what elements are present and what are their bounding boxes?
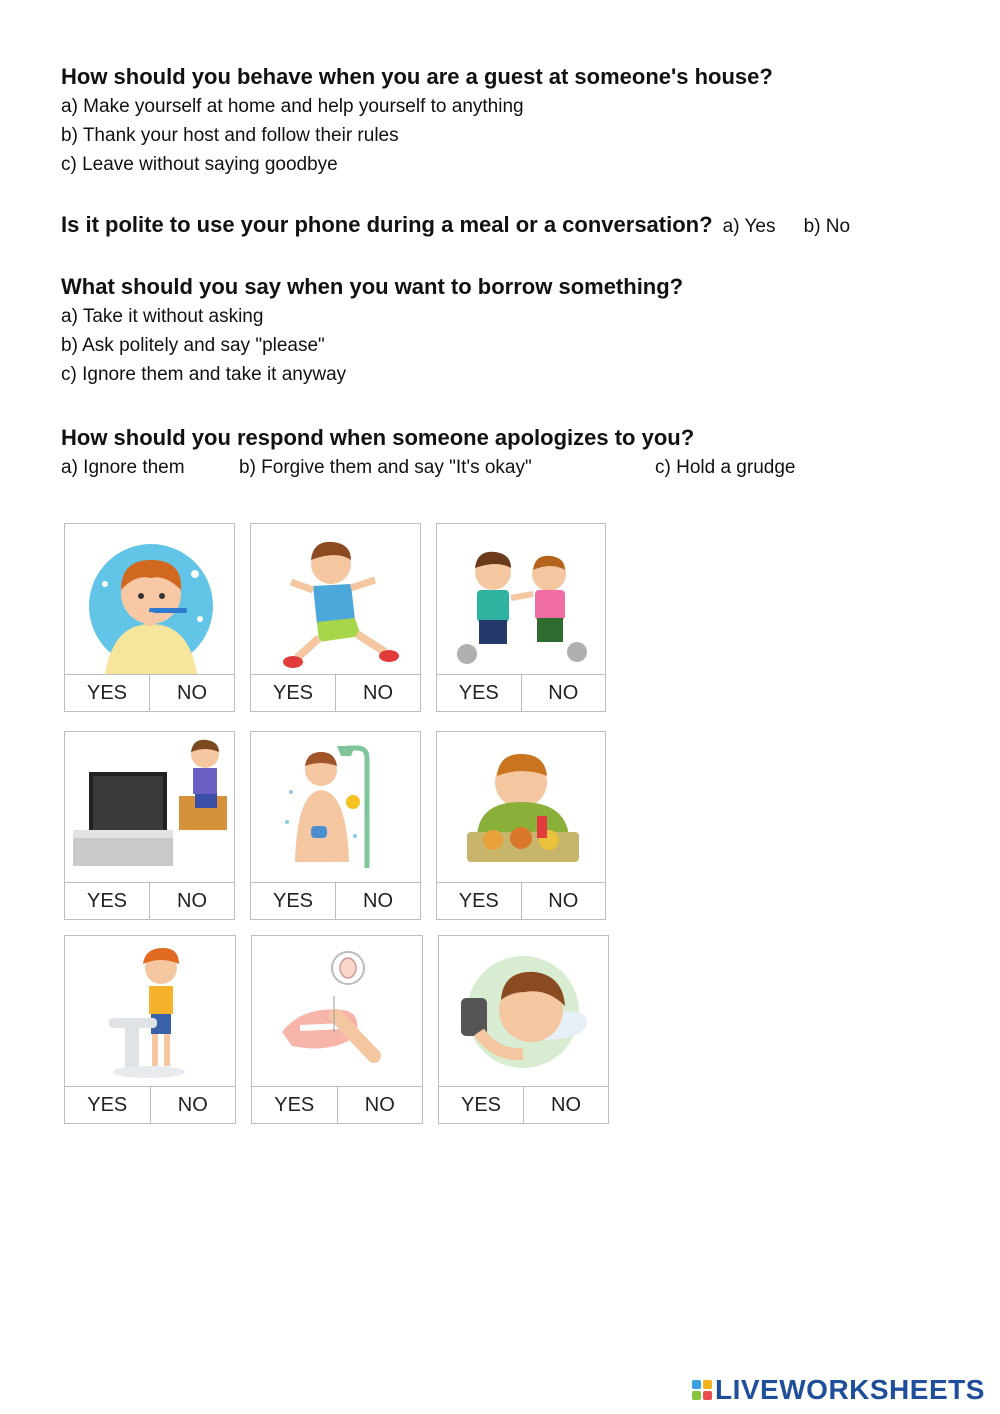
card-brushing-teeth xyxy=(64,523,235,712)
option-b[interactable]: b) Thank your host and follow their rules xyxy=(61,125,399,146)
no-option[interactable]: NO xyxy=(177,1093,208,1116)
question-4 xyxy=(61,423,796,482)
no-option[interactable]: NO xyxy=(363,681,393,704)
yes-option[interactable]: YES xyxy=(251,675,336,711)
no-option[interactable]: NO xyxy=(548,889,579,912)
no-option[interactable]: NO xyxy=(363,889,393,912)
card-running xyxy=(250,523,421,712)
no-option[interactable]: NO xyxy=(551,1093,581,1116)
boy-washing-hands-illustration xyxy=(65,936,235,1086)
no-option[interactable]: NO xyxy=(177,889,207,912)
yes-option[interactable]: YES xyxy=(65,883,150,919)
question-title: What should you say when you want to borrow something? xyxy=(61,274,684,299)
boy-showering-illustration xyxy=(251,732,420,882)
question-title: Is it polite to use your phone during a meal or a conversation? xyxy=(61,212,713,237)
option-a[interactable]: a) Take it without asking xyxy=(61,306,264,327)
boy-running-illustration xyxy=(251,524,420,674)
yes-option[interactable]: YES xyxy=(65,1087,151,1123)
option-c[interactable]: c) Hold a grudge xyxy=(655,457,796,478)
option-b[interactable]: b) No xyxy=(803,216,851,237)
card-washing-hands xyxy=(64,935,236,1124)
option-b[interactable]: b) Forgive them and say "It's okay" xyxy=(239,457,532,478)
option-c[interactable]: c) Ignore them and take it anyway xyxy=(61,364,347,385)
yes-option[interactable]: YES xyxy=(252,1087,338,1123)
yes-option[interactable]: YES xyxy=(437,675,522,711)
logo-grid-icon xyxy=(692,1380,712,1400)
boy-phone-in-bed-illustration xyxy=(439,936,608,1086)
boy-eating-junk-food-illustration xyxy=(437,732,605,882)
question-1 xyxy=(61,62,773,179)
question-title: How should you respond when someone apologizes to you? xyxy=(61,425,695,450)
yes-option[interactable]: YES xyxy=(65,675,150,711)
liveworksheets-logo xyxy=(692,1372,985,1408)
option-a[interactable]: a) Ignore them xyxy=(61,457,185,478)
card-shower xyxy=(250,731,421,920)
boy-brushing-teeth-illustration xyxy=(65,524,234,674)
option-a[interactable]: a) Yes xyxy=(722,216,776,237)
option-c[interactable]: c) Leave without saying goodbye xyxy=(61,154,338,175)
card-phone-in-bed xyxy=(438,935,609,1124)
flossing-teeth-illustration xyxy=(252,936,422,1086)
yes-option[interactable]: YES xyxy=(251,883,336,919)
logo-text: LIVEWORKSHEETS xyxy=(715,1374,985,1405)
card-junk-food xyxy=(436,731,606,920)
option-b[interactable]: b) Ask politely and say "please" xyxy=(61,335,325,356)
card-fighting xyxy=(436,523,606,712)
option-a[interactable]: a) Make yourself at home and help yourself to anything xyxy=(61,96,524,117)
question-title: How should you behave when you are a guest at someone's house? xyxy=(61,64,773,89)
yes-option[interactable]: YES xyxy=(439,1087,524,1123)
card-watching-tv xyxy=(64,731,235,920)
card-flossing xyxy=(251,935,423,1124)
boy-watching-tv-illustration xyxy=(65,732,234,882)
question-2 xyxy=(61,210,850,242)
no-option[interactable]: NO xyxy=(364,1093,395,1116)
boys-fighting-illustration xyxy=(437,524,605,674)
question-3 xyxy=(61,272,683,389)
yes-option[interactable]: YES xyxy=(437,883,522,919)
no-option[interactable]: NO xyxy=(177,681,207,704)
no-option[interactable]: NO xyxy=(548,681,579,704)
